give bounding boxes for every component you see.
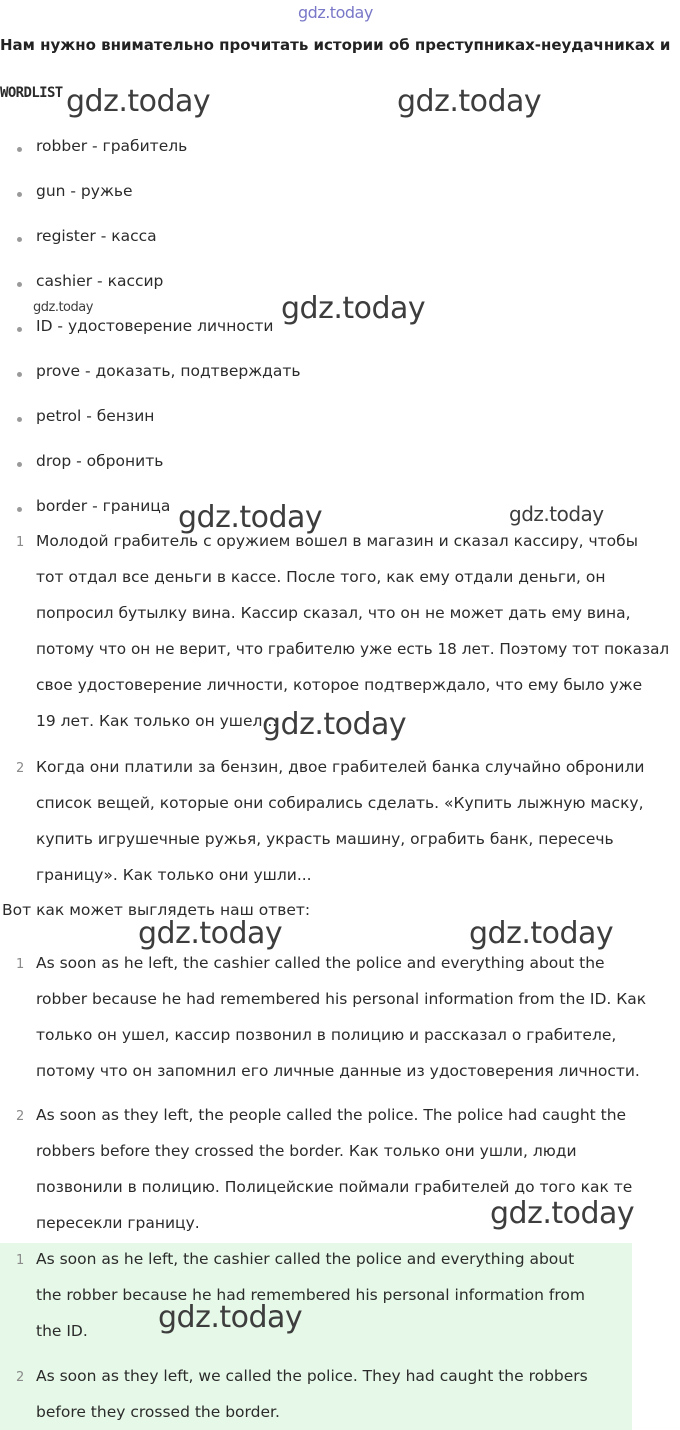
wordlist-item: petrol - бензин <box>36 407 155 425</box>
list-number: 2 <box>16 761 25 776</box>
watermark: gdz.today <box>509 502 604 526</box>
watermark: gdz.today <box>469 916 614 951</box>
bullet-icon <box>17 147 22 152</box>
list-number: 1 <box>16 535 25 550</box>
bullet-icon <box>17 417 22 422</box>
final-answer-line: As soon as they left, we called the police. They had caught the robbers <box>36 1367 588 1385</box>
story-line: 19 лет. Как только он ушел... <box>36 712 278 730</box>
wordlist-item: cashier - кассир <box>36 272 164 290</box>
bullet-icon <box>17 192 22 197</box>
watermark: gdz.today <box>33 300 93 315</box>
watermark: gdz.today <box>490 1196 635 1231</box>
watermark: gdz.today <box>66 84 211 119</box>
final-answer-line: As soon as he left, the cashier called the police and everything about <box>36 1250 575 1268</box>
final-answer-box <box>0 1243 632 1430</box>
list-number: 1 <box>16 1253 25 1268</box>
final-answer-line: the ID. <box>36 1322 88 1340</box>
answer-intro: Вот как может выглядеть наш ответ: <box>2 901 311 919</box>
wordlist-item: prove - доказать, подтверждать <box>36 362 301 380</box>
answer-line: As soon as he left, the cashier called the police and everything about the <box>36 954 605 972</box>
final-answer-line: the robber because he had remembered his personal information from <box>36 1286 585 1304</box>
wordlist-item: gun - ружье <box>36 182 133 200</box>
watermark: gdz.today <box>262 707 407 742</box>
story-line: купить игрушечные ружья, украсть машину, ограбить банк, пересечь <box>36 830 614 848</box>
story-line: границу». Как только они ушли... <box>36 866 312 884</box>
bullet-icon <box>17 507 22 512</box>
wordlist-item: robber - грабитель <box>36 137 188 155</box>
wordlist-item: ID - удостоверение личности <box>36 317 274 335</box>
list-number: 1 <box>16 957 25 972</box>
story-line: список вещей, которые они собирались сделать. «Купить лыжную маску, <box>36 794 644 812</box>
story-line: попросил бутылку вина. Кассир сказал, что он не может дать ему вина, <box>36 604 631 622</box>
watermark: gdz.today <box>178 500 323 535</box>
watermark: gdz.today <box>138 916 283 951</box>
story-line: Когда они платили за бензин, двое грабителей банка случайно обронили <box>36 758 645 776</box>
bullet-icon <box>17 462 22 467</box>
wordlist-item: drop - обронить <box>36 452 164 470</box>
bullet-icon <box>17 237 22 242</box>
answer-line: As soon as they left, the people called the police. The police had caught the <box>36 1106 627 1124</box>
answer-line: потому что он запомнил его личные данные из удостоверения личности. <box>36 1062 640 1080</box>
story-line: потому что он не верит, что грабителю уже есть 18 лет. Поэтому тот показал <box>36 640 670 658</box>
bullet-icon <box>17 282 22 287</box>
list-number: 2 <box>16 1370 25 1385</box>
answer-line: пересекли границу. <box>36 1214 200 1232</box>
story-line: тот отдал все деньги в кассе. После того, как ему отдали деньги, он <box>36 568 606 586</box>
watermark-top: gdz.today <box>298 3 373 22</box>
wordlist-title: WORDLIST <box>0 85 63 101</box>
wordlist-item: register - касса <box>36 227 157 245</box>
answer-line: robbers before they crossed the border. Как только они ушли, люди <box>36 1142 577 1160</box>
bullet-icon <box>17 372 22 377</box>
bullet-icon <box>17 327 22 332</box>
final-answer-line: before they crossed the border. <box>36 1403 280 1421</box>
watermark: gdz.today <box>397 84 542 119</box>
answer-line: robber because he had remembered his personal information from the ID. Как <box>36 990 647 1008</box>
list-number: 2 <box>16 1109 25 1124</box>
watermark: gdz.today <box>281 291 426 326</box>
wordlist-item: border - граница <box>36 497 171 515</box>
watermark: gdz.today <box>158 1300 303 1335</box>
story-line: свое удостоверение личности, которое подтверждало, что ему было уже <box>36 676 643 694</box>
intro-heading: Нам нужно внимательно прочитать истории об преступниках-неудачниках и <box>0 36 671 54</box>
story-line: Молодой грабитель с оружием вошел в магазин и сказал кассиру, чтобы <box>36 532 638 550</box>
answer-line: позвонили в полицию. Полицейские поймали грабителей до того как те <box>36 1178 633 1196</box>
answer-line: только он ушел, кассир позвонил в полицию и рассказал о грабителе, <box>36 1026 617 1044</box>
